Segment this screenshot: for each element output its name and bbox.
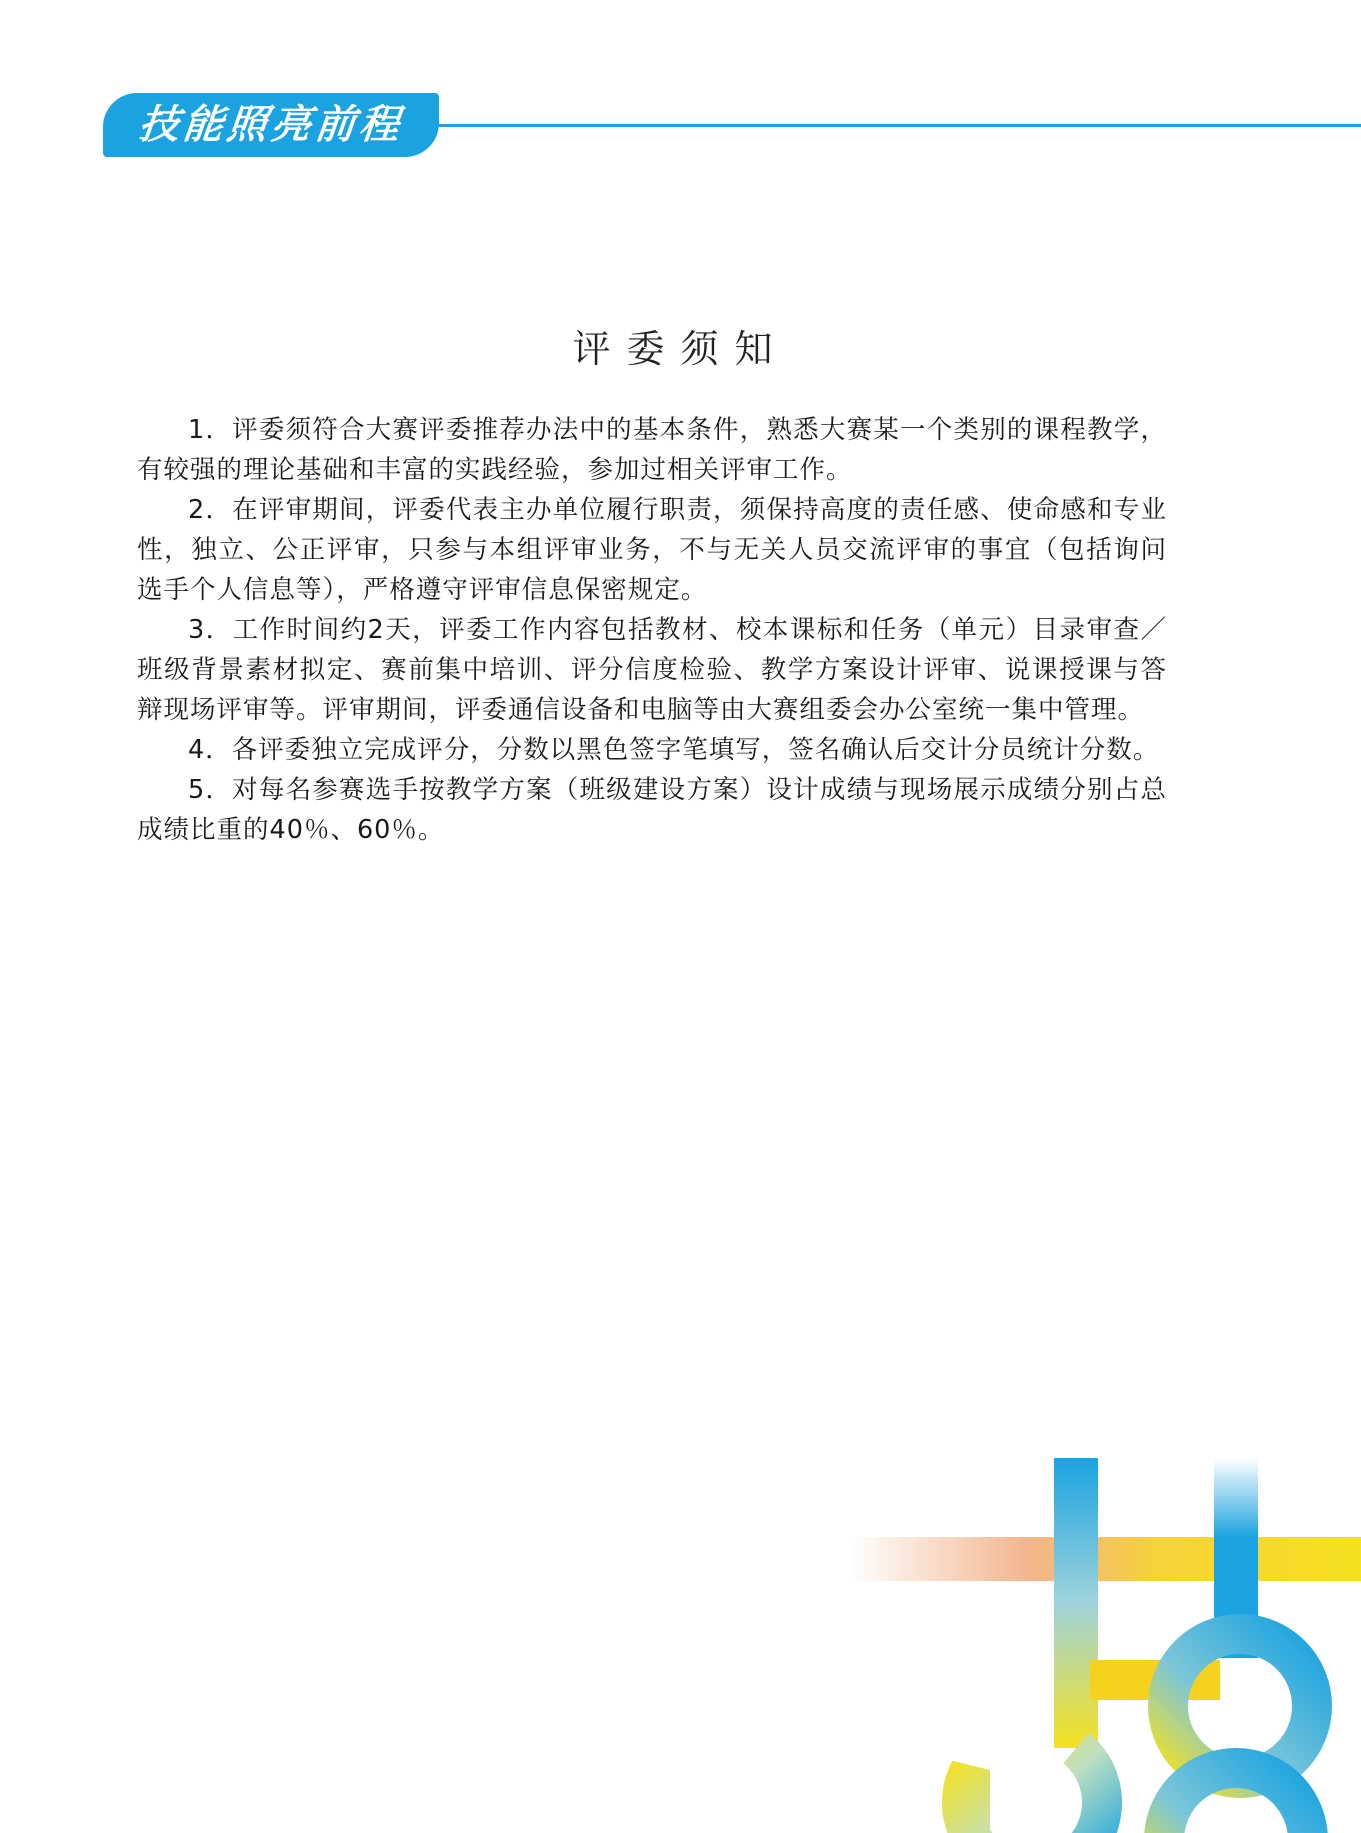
decor-left-loop bbox=[962, 1748, 1102, 1833]
paragraph-3: 3．工作时间约2天，评委工作内容包括教材、校本课标和任务（单元）目录审查／班级背景素材拟定、赛前集中培训、评分信度检验、教学方案设计评审、说课授课与答辩现场评审等。评审期间，评委通信设备和电脑等由大赛组委会办公室统一集中管理。 bbox=[137, 615, 1167, 725]
header-divider-line bbox=[438, 124, 1361, 127]
decorative-graphic bbox=[850, 1450, 1361, 1833]
decor-horizontal-band bbox=[850, 1537, 1361, 1581]
paragraph-1: 1．评委须符合大赛评委推荐办法中的基本条件，熟悉大赛某一个类别的课程教学，有较强的理论基础和丰富的实践经验，参加过相关评审工作。 bbox=[137, 415, 1167, 485]
document-body bbox=[137, 410, 1167, 850]
paragraph-2: 2．在评审期间，评委代表主办单位履行职责，须保持高度的责任感、使命感和专业性，独立、公正评审，只参与本组评审业务，不与无关人员交流评审的事宜（包括询问选手个人信息等），严格遵守评审信息保密规定。 bbox=[137, 495, 1167, 605]
header-banner bbox=[103, 93, 439, 157]
document-title: 评委须知 bbox=[572, 327, 789, 371]
paragraph-5: 5．对每名参赛选手按教学方案（班级建设方案）设计成绩与现场展示成绩分别占总成绩比重的40％、60％。 bbox=[137, 775, 1167, 845]
decor-vertical-bar-left bbox=[1054, 1458, 1098, 1748]
paragraph-4: 4．各评委独立完成评分，分数以黑色签字笔填写，签名确认后交计分员统计分数。 bbox=[188, 735, 1160, 765]
header-title: 技能照亮前程 bbox=[136, 101, 406, 148]
decor-right-ring-lower bbox=[1164, 1768, 1308, 1833]
